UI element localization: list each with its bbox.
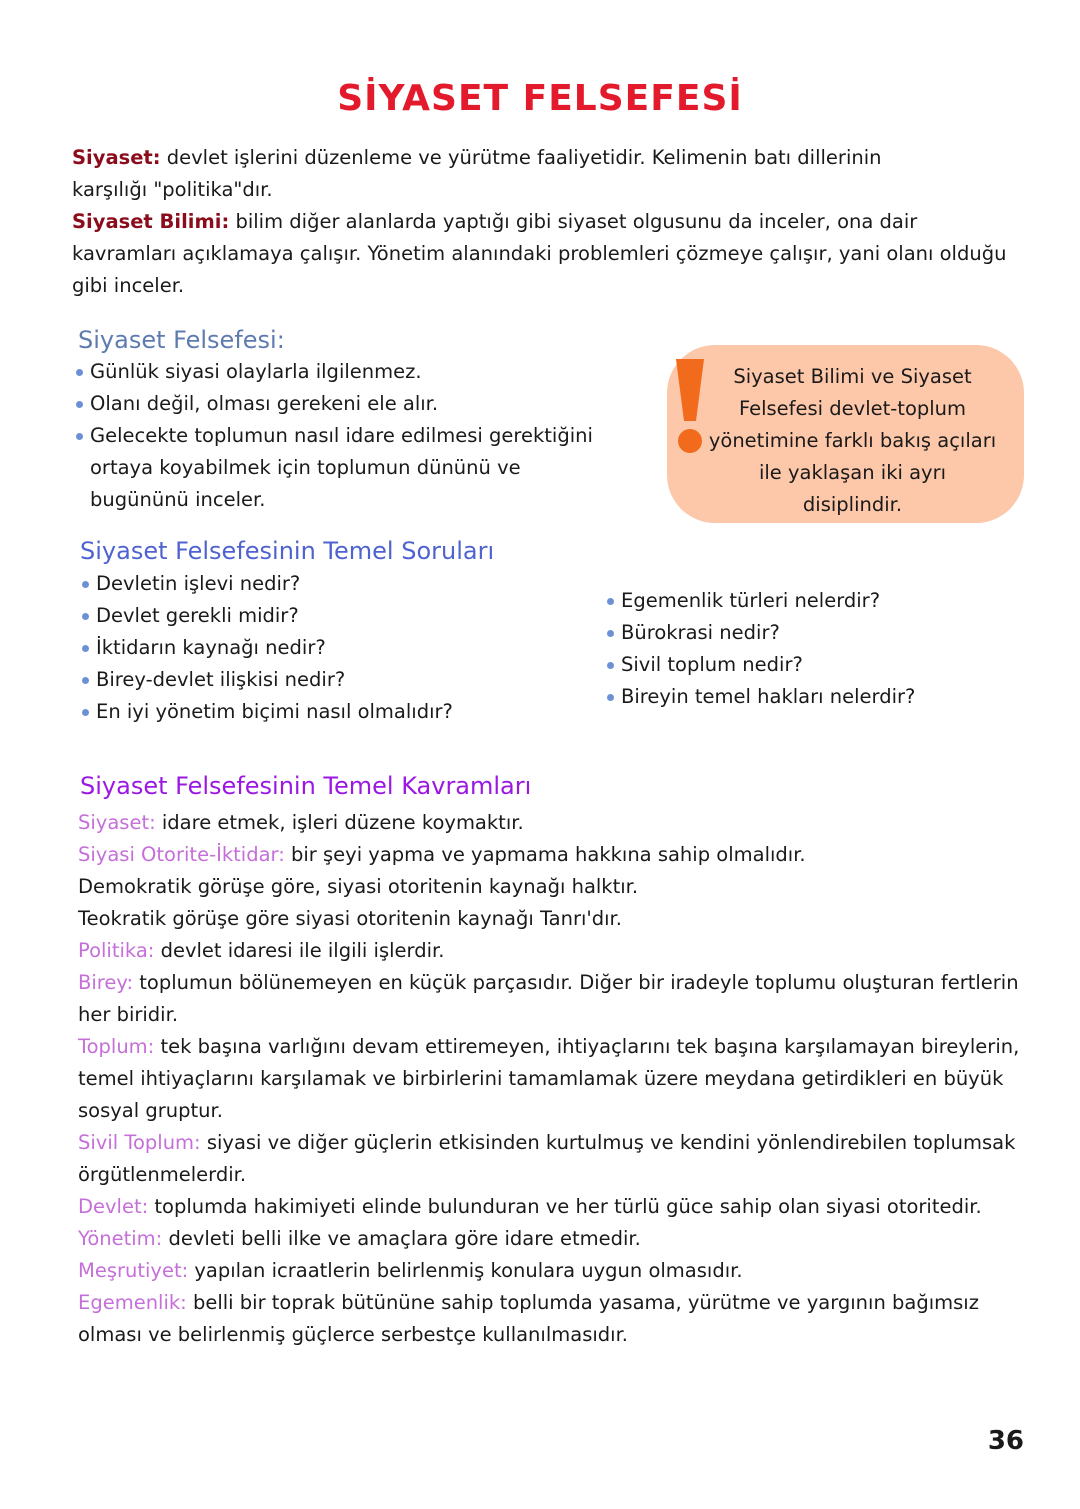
list-item: Devlet gerekli midir? [82,600,582,632]
intro-siyaset-paragraph [72,142,952,206]
sorular-right-list [607,585,1027,713]
intro-siyaset-text: devlet işlerini düzenleme ve yürütme faaliyetidir. Kelimenin batı dillerinin karşılığı "politika"dır. [72,146,882,201]
kavram-text: devleti belli ilke ve amaçlara göre idare etmedir. [162,1227,641,1250]
kavram-text: tek başına varlığını devam ettiremeyen, ihtiyaçlarını tek başına karşılamayan bireylerin, temel ihtiyaçlarını karşılamak ve birbirlerini tamamlamak üzere meydana getirdikleri en büyük sosyal gruptur. [78,1035,1020,1122]
list-item: Günlük siyasi olaylarla ilgilenmez. [76,356,596,388]
sorular-left-list [82,568,582,728]
kavram-term: Sivil Toplum: [78,1131,201,1154]
list-item [78,839,1023,871]
list-item: Birey-devlet ilişkisi nedir? [82,664,582,696]
list-item: İktidarın kaynağı nedir? [82,632,582,664]
list-item: Bireyin temel hakları nelerdir? [607,681,1027,713]
kavram-text: Demokratik görüşe göre, siyasi otoritenin kaynağı halktır. [78,875,639,898]
list-item [78,1287,1023,1351]
list-item: Olanı değil, olması gerekeni ele alır. [76,388,596,420]
list-item [78,1191,1023,1223]
intro-bilim-paragraph [72,206,1012,302]
list-item: Bürokrasi nedir? [607,617,1027,649]
kavram-term: Siyaset: [78,811,156,834]
felsefe-heading: Siyaset Felsefesi: [78,326,285,354]
list-item [78,1031,1023,1127]
kavram-term: Politika: [78,939,155,962]
kavram-term: Yönetim: [78,1227,163,1250]
kavram-text: siyasi ve diğer güçlerin etkisinden kurtulmuş ve kendini yönlendirebilen toplumsak örgütlenmelerdir. [78,1131,1016,1186]
kavram-text: toplumda hakimiyeti elinde bulunduran ve her türlü güce sahip olan siyasi otoritedir. [148,1195,982,1218]
list-item [78,967,1023,1031]
list-item: Devletin işlevi nedir? [82,568,582,600]
kavram-text: bir şeyi yapma ve yapmama hakkına sahip olmalıdır. [284,843,806,866]
exclamation-icon [672,355,708,455]
kavram-term: Meşrutiyet: [78,1259,189,1282]
intro-bilim-term: Siyaset Bilimi: [72,210,230,233]
kavram-term: Siyasi Otorite-İktidar: [78,843,285,866]
list-item [78,1255,1023,1287]
kavram-text: toplumun bölünemeyen en küçük parçasıdır. Diğer bir iradeyle toplumu oluşturan fertlerin her biridir. [78,971,1019,1026]
list-item [78,871,1023,903]
page-number: 36 [987,1426,1024,1456]
kavram-text: devlet idaresi ile ilgili işlerdir. [154,939,445,962]
callout-box [667,345,1024,523]
list-item: En iyi yönetim biçimi nasıl olmalıdır? [82,696,582,728]
intro-bilim-text: bilim diğer alanlarda yaptığı gibi siyaset olgusunu da inceler, ona dair kavramları açıklamaya çalışır. Yönetim alanındaki problemleri çözmeye çalışır, yani olanı olduğu gibi inceler. [72,210,1007,297]
list-item [78,903,1023,935]
kavram-term: Egemenlik: [78,1291,187,1314]
list-item [78,807,1023,839]
list-item [78,1127,1023,1191]
kavram-term: Toplum: [78,1035,155,1058]
callout-text: Siyaset Bilimi ve Siyaset Felsefesi devlet-toplum yönetimine farklı bakış açıları ile yaklaşan iki ayrı disiplindir. [708,365,997,516]
list-item: Egemenlik türleri nelerdir? [607,585,1027,617]
kavram-text: yapılan icraatlerin belirlenmiş konulara uygun olmasıdır. [188,1259,743,1282]
list-item [78,935,1023,967]
kavramlar-list [78,807,1023,1351]
intro-siyaset-term: Siyaset: [72,146,161,169]
sorular-heading: Siyaset Felsefesinin Temel Soruları [80,537,495,565]
kavram-text: belli bir toprak bütününe sahip toplumda yasama, yürütme ve yargının bağımsız olması ve belirlenmiş güçlerce serbestçe kullanılmasıdır. [78,1291,979,1346]
page-title: SİYASET FELSEFESİ [337,78,743,119]
felsefe-list [76,356,596,516]
list-item: Gelecekte toplumun nasıl idare edilmesi gerektiğini ortaya koyabilmek için toplumun dününü ve bugününü inceler. [76,420,596,516]
list-item [78,1223,1023,1255]
kavram-term: Birey: [78,971,134,994]
kavram-term: Devlet: [78,1195,149,1218]
list-item: Sivil toplum nedir? [607,649,1027,681]
kavramlar-heading: Siyaset Felsefesinin Temel Kavramları [80,772,532,800]
kavram-text: Teokratik görüşe göre siyasi otoritenin kaynağı Tanrı'dır. [78,907,622,930]
kavram-text: idare etmek, işleri düzene koymaktır. [155,811,524,834]
